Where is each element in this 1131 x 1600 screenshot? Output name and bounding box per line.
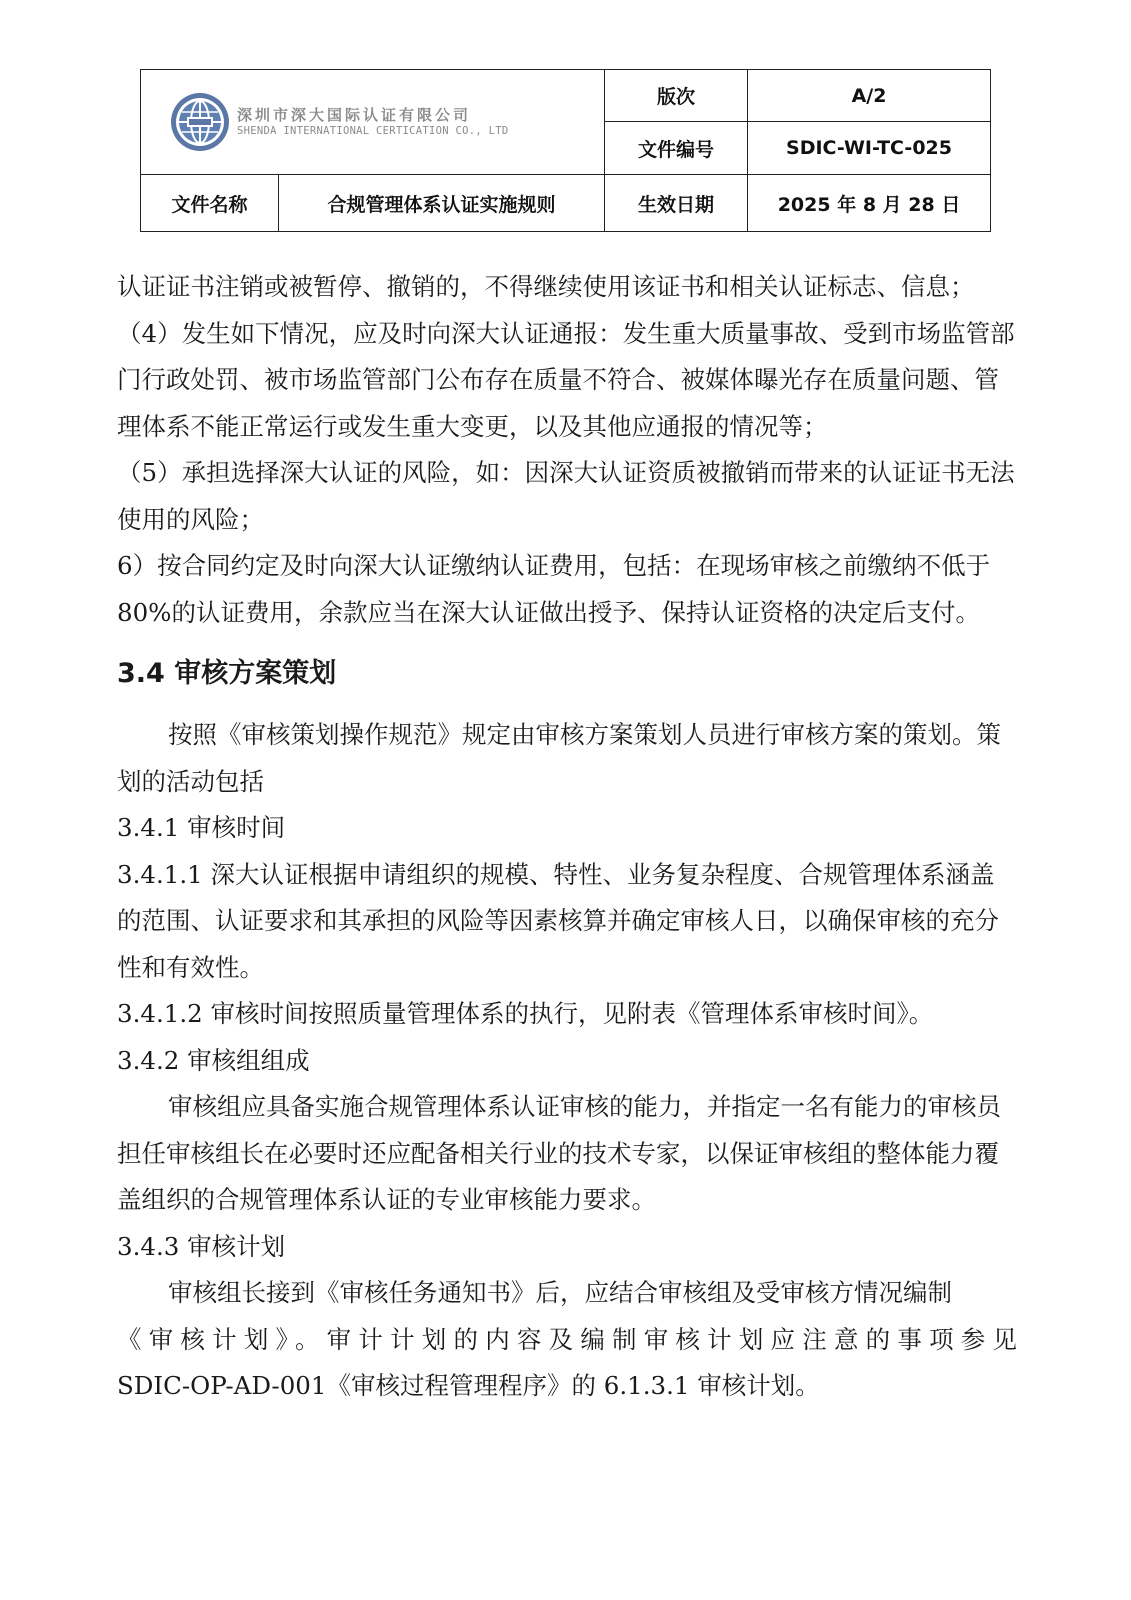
document-header-table <box>140 69 991 232</box>
company-logo <box>141 91 604 153</box>
paragraph: 认证证书注销或被暂停、撤销的，不得继续使用该证书和相关认证标志、信息； <box>117 272 975 301</box>
document-name-value: 合规管理体系认证实施规则 <box>279 175 605 232</box>
paragraph: 6）按合同约定及时向深大认证缴纳认证费用，包括：在现场审核之前缴纳不低于 80%的认证费用，余款应当在深大认证做出授予、保持认证资格的决定后支付。 <box>117 551 991 627</box>
company-name-cn: 深圳市深大国际认证有限公司 <box>237 106 472 125</box>
paragraph: （5）承担选择深大认证的风险，如：因深大认证资质被撤销而带来的认证证书无法使用的风险； <box>117 458 1015 534</box>
paragraph: 按照《审核策划操作规范》规定由审核方案策划人员进行审核方案的策划。策划的活动包括 <box>117 720 1001 796</box>
company-name-en: SHENDA INTERNATIONAL CERTICATION CO., LTD <box>237 124 509 137</box>
document-body <box>117 264 1017 1410</box>
paragraph: （4）发生如下情况，应及时向深大认证通报：发生重大质量事故、受到市场监管部门行政处罚、被市场监管部门公布存在质量不符合、被媒体曝光存在质量问题、管理体系不能正常运行或发生重大变更，以及其他应通报的情况等； <box>117 318 1015 441</box>
subsection-heading: 3.4.1 审核时间 <box>117 813 286 842</box>
paragraph: 3.4.1.1 深大认证根据申请组织的规模、特性、业务复杂程度、合规管理体系涵盖的范围、认证要求和其承担的风险等因素核算并确定审核人日，以确保审核的充分性和有效性。 <box>117 859 999 982</box>
logo-cell <box>141 70 605 175</box>
effective-date-label: 生效日期 <box>605 175 748 232</box>
document-number-label: 文件编号 <box>605 122 748 175</box>
paragraph: 3.4.1.2 审核时间按照质量管理体系的执行，见附表《管理体系审核时间》。 <box>117 999 934 1028</box>
subsection-heading: 3.4.2 审核组组成 <box>117 1045 310 1075</box>
document-number-value: SDIC-WI-TC-025 <box>748 122 991 175</box>
edition-label: 版次 <box>605 70 748 122</box>
paragraph: 审核组应具备实施合规管理体系认证审核的能力，并指定一名有能力的审核员担任审核组长在必要时还应配备相关行业的技术专家，以保证审核组的整体能力覆盖组织的合规管理体系认证的专业审核能力要求。 <box>117 1092 1001 1214</box>
paragraph-line: 审核组长接到《审核任务通知书》后，应结合审核组及受审核方情况编制 <box>168 1278 952 1307</box>
edition-value: A/2 <box>748 70 991 122</box>
effective-date-value: 2025 年 8 月 28 日 <box>748 175 991 232</box>
subsection-heading: 3.4.3 审核计划 <box>117 1231 286 1261</box>
section-heading: 3.4 审核方案策划 <box>117 658 337 689</box>
paragraph-line: 《审核计划》。审计计划的内容及编制审核计划应注意的事项参见 <box>117 1324 1017 1354</box>
document-name-label: 文件名称 <box>141 175 279 232</box>
paragraph-line: SDIC-OP-AD-001《审核过程管理程序》的 6.1.3.1 审核计划。 <box>117 1371 820 1400</box>
globe-seal-icon <box>169 91 231 153</box>
